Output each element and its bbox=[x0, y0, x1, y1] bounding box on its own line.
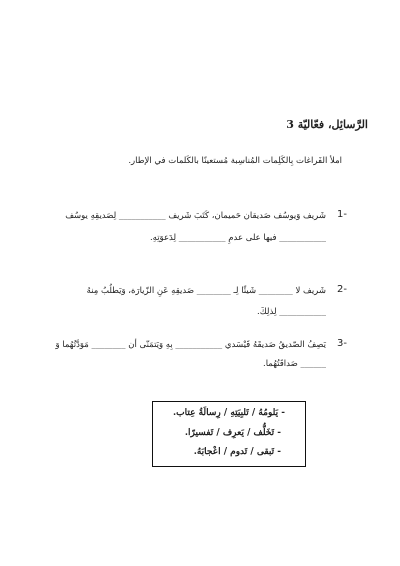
question-3-line-2: ______ صَداقَتُهُما. bbox=[263, 359, 326, 369]
question-1-line-1: شَريف وَيوسُف صَديقان حَميمان، كَتَبَ شَريف ___________ لِصَديقِهِ يوسُف bbox=[65, 211, 326, 221]
word-box bbox=[152, 401, 306, 467]
word-box-line-3: - تَبقى / تَدوم / اعْجابَهُ. bbox=[193, 447, 281, 457]
question-1-number: 1- bbox=[337, 209, 347, 220]
question-2-line-1: شَريف لا ________ شَيئًا لِـ ________ صَديقِهِ عَنِ الزّيارَة، وَيَطلُبُ مِنهُ bbox=[86, 286, 326, 296]
word-box-line-1: - يَلومُهُ / تَلبِيَتِهِ / رِسالَةُ عِتاب. bbox=[173, 408, 285, 418]
question-2-number: 2- bbox=[337, 284, 347, 295]
question-3-line-1: يَصِفُ الصّديقُ صَديقَهُ قَيْسَدي ___________ بِهِ وَيَتمَنّى أن ________ مَوَدَّتُهُما وَ bbox=[55, 340, 326, 350]
question-1-line-2: ___________ فيها على عدمِ ___________ لِدَعوَتِهِ. bbox=[149, 233, 326, 243]
page-title: الرَّسائِل، فعّاليّة 3 bbox=[286, 118, 368, 131]
question-3-number: 3- bbox=[337, 338, 347, 349]
question-2-line-2: ___________ لِذلِكَ. bbox=[257, 307, 326, 317]
word-box-line-2: - تَخَلُّف / يَعرِف / تَفسيرًا. bbox=[184, 428, 281, 438]
instruction-text: املأ الفَراغات بِالكَلِمات المُناسِبة مُستعينًا بالكَلمات في الإطار. bbox=[128, 156, 342, 166]
